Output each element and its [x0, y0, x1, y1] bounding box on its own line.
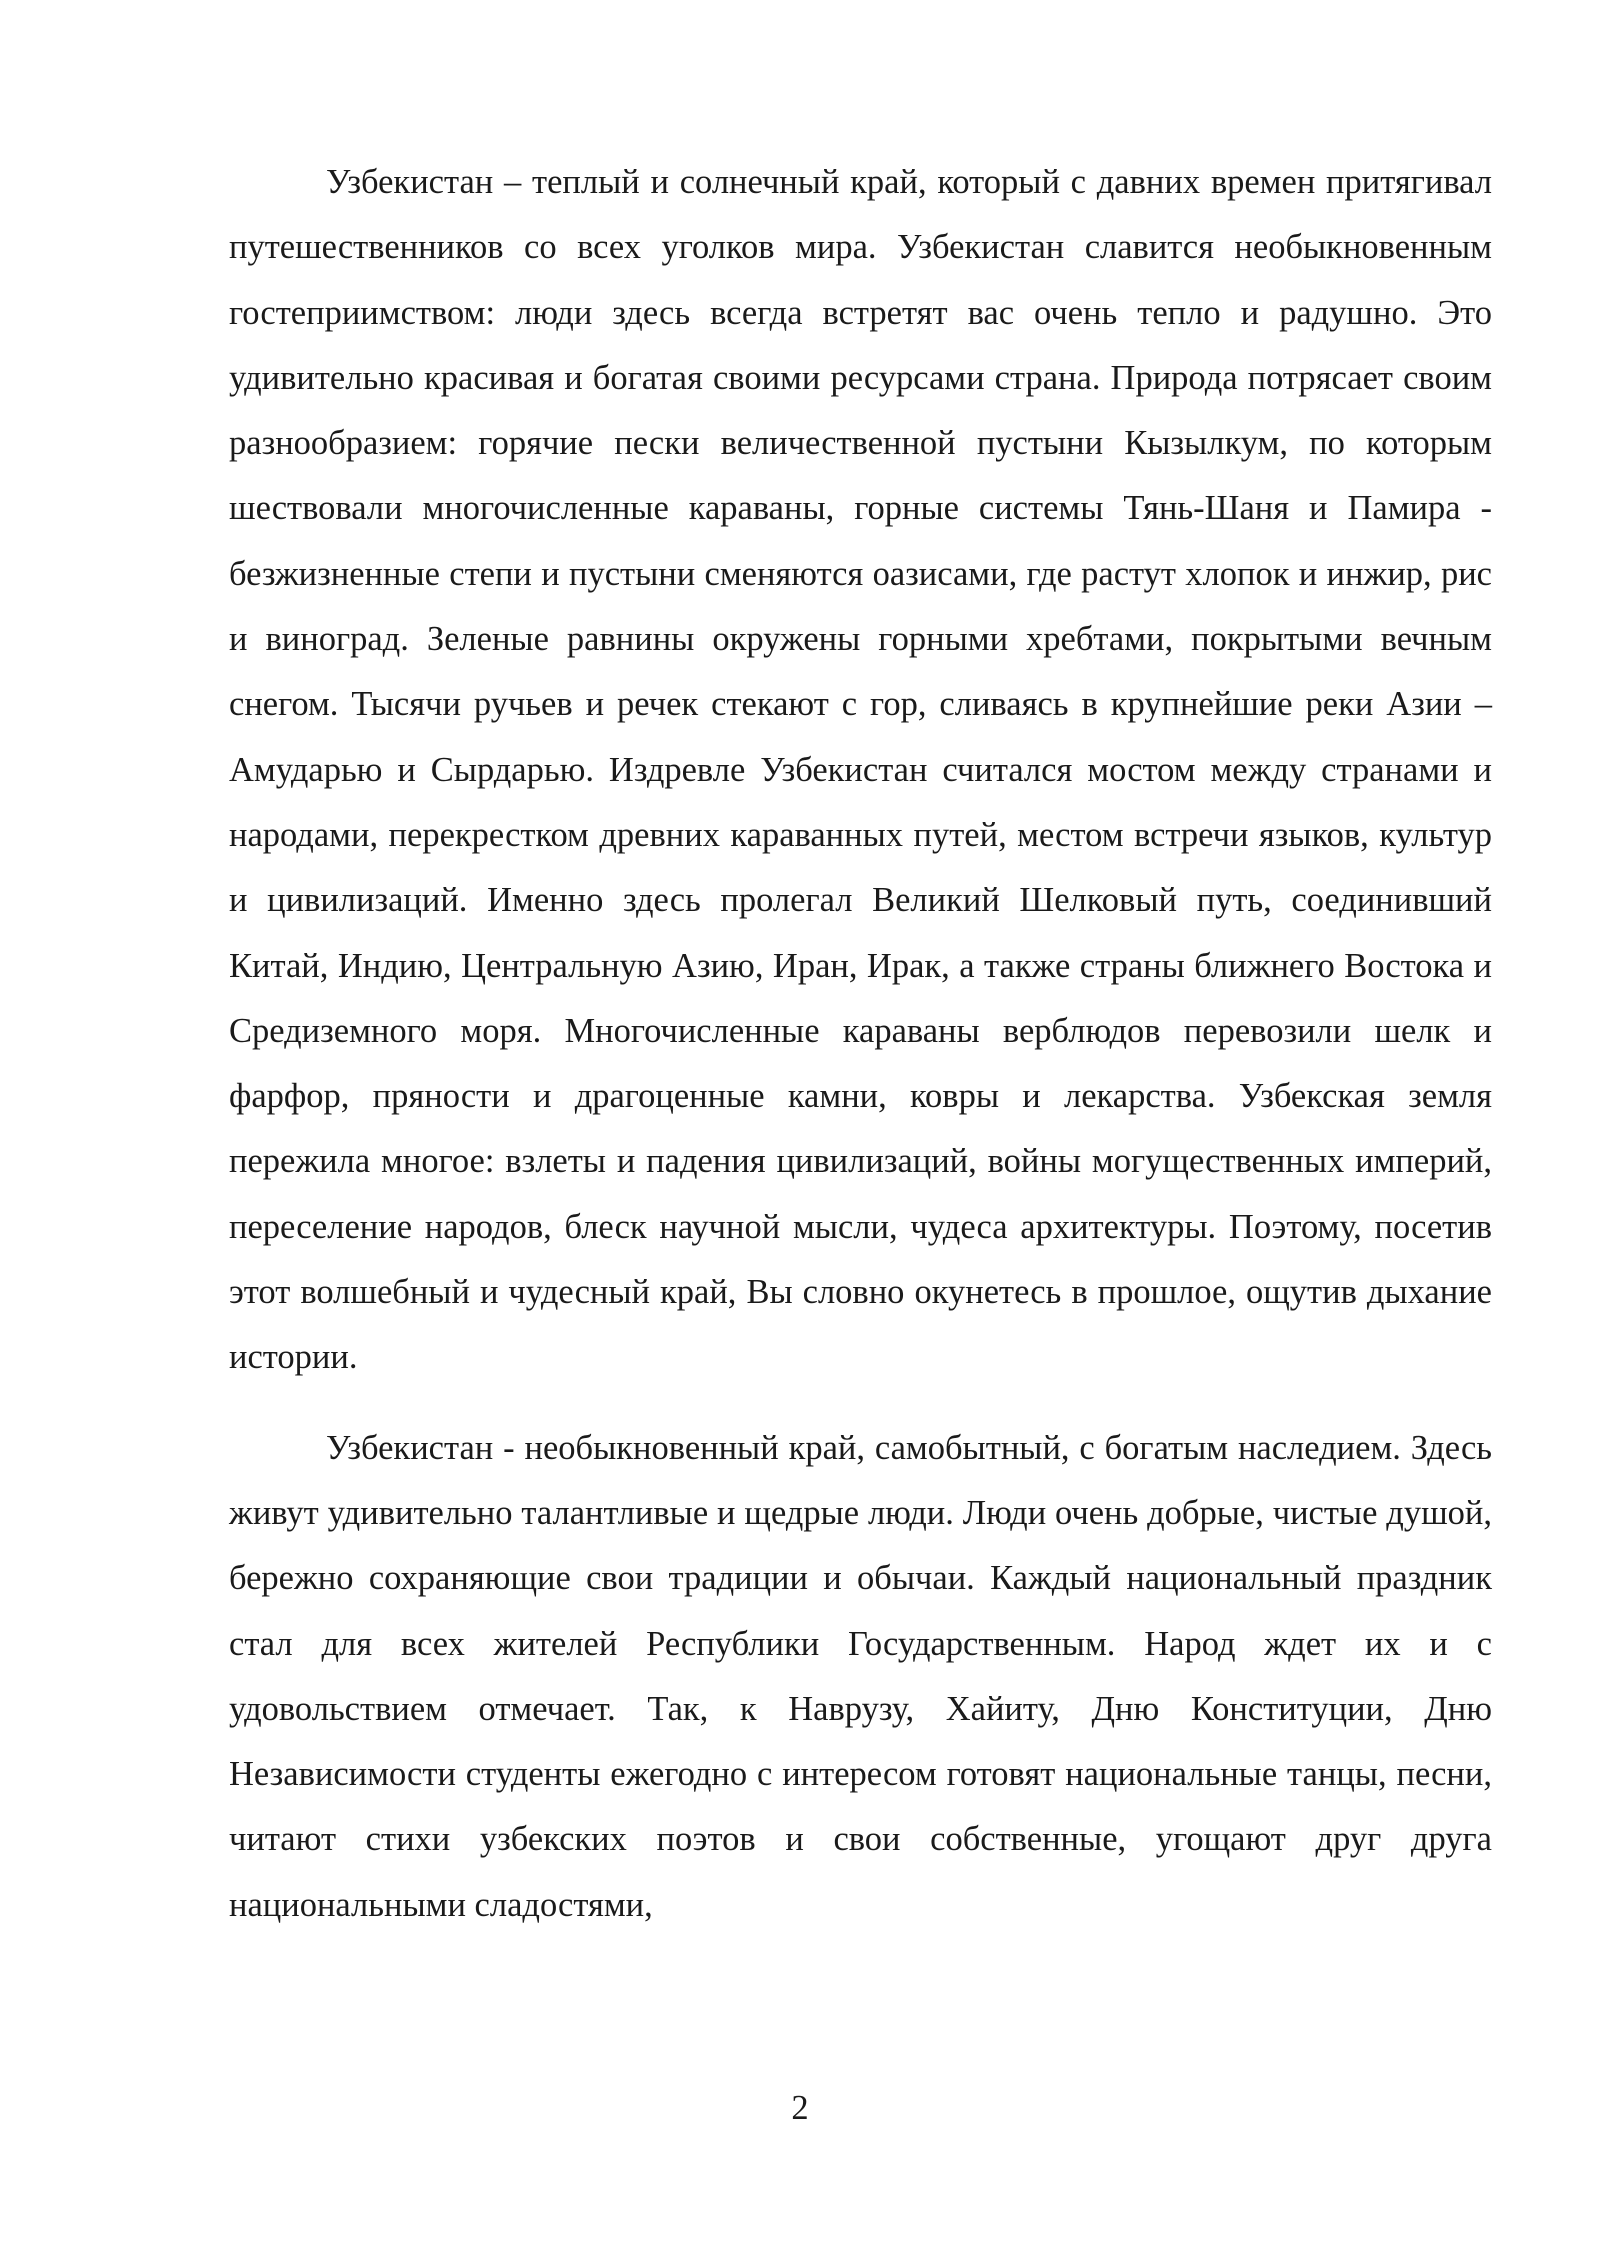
page-number: 2 — [791, 2089, 809, 2127]
paragraph-1: Узбекистан – теплый и солнечный край, который с давних времен притягивал путешественников со всех уголков мира. Узбекистан славится необыкновенным гостеприимством: люди здесь всегда встретят вас очень тепло и радушно. Это удивительно красивая и богатая своими ресурсами страна. Природа потрясает своим разнообразием: горячие пески величественной пустыни Кызылкум, по которым шествовали многочисленные караваны, горные системы Тянь-Шаня и Памира - безжизненные степи и пустыни сменяются оазисами, где растут хлопок и инжир, рис и виноград. Зеленые равнины окружены горными хребтами, покрытыми вечным снегом. Тысячи ручьев и речек стекают с гор, сливаясь в крупнейшие реки Азии – Амударью и Сырдарью. Издревле Узбекистан считался мостом между странами и народами, перекрестком древних караванных путей, местом встречи языков, культур и цивилизаций. Именно здесь пролегал Великий Шелковый путь, соединивший Китай, Индию, Центральную Азию, Иран, Ирак, а также страны ближнего Востока и Средиземного моря. Многочисленные караваны верблюдов перевозили шелк и фарфор, пряности и драгоценные камни, ковры и лекарства. Узбекская земля пережила многое: взлеты и падения цивилизаций, войны могущественных империй, переселение народов, блеск научной мысли, чудеса архитектуры. Поэтому, посетив этот волшебный и чудесный край, Вы словно окунетесь в прошлое, ощутив дыхание истории. — [229, 163, 1492, 1377]
paragraph-2: Узбекистан - необыкновенный край, самобытный, с богатым наследием. Здесь живут удивительно талантливые и щедрые люди. Люди очень добрые, чистые душой, бережно сохраняющие свои традиции и обычаи. Каждый национальный праздник стал для всех жителей Республики Государственным. Народ ждет их и с удовольствием отмечает. Так, к Наврузу, Хайиту, Дню Конституции, Дню Независимости студенты ежегодно с интересом готовят национальные танцы, песни, читают стихи узбекских поэтов и свои собственные, угощают друг друга национальными сладостями, — [229, 1428, 1492, 1924]
document-body — [229, 150, 1492, 1938]
